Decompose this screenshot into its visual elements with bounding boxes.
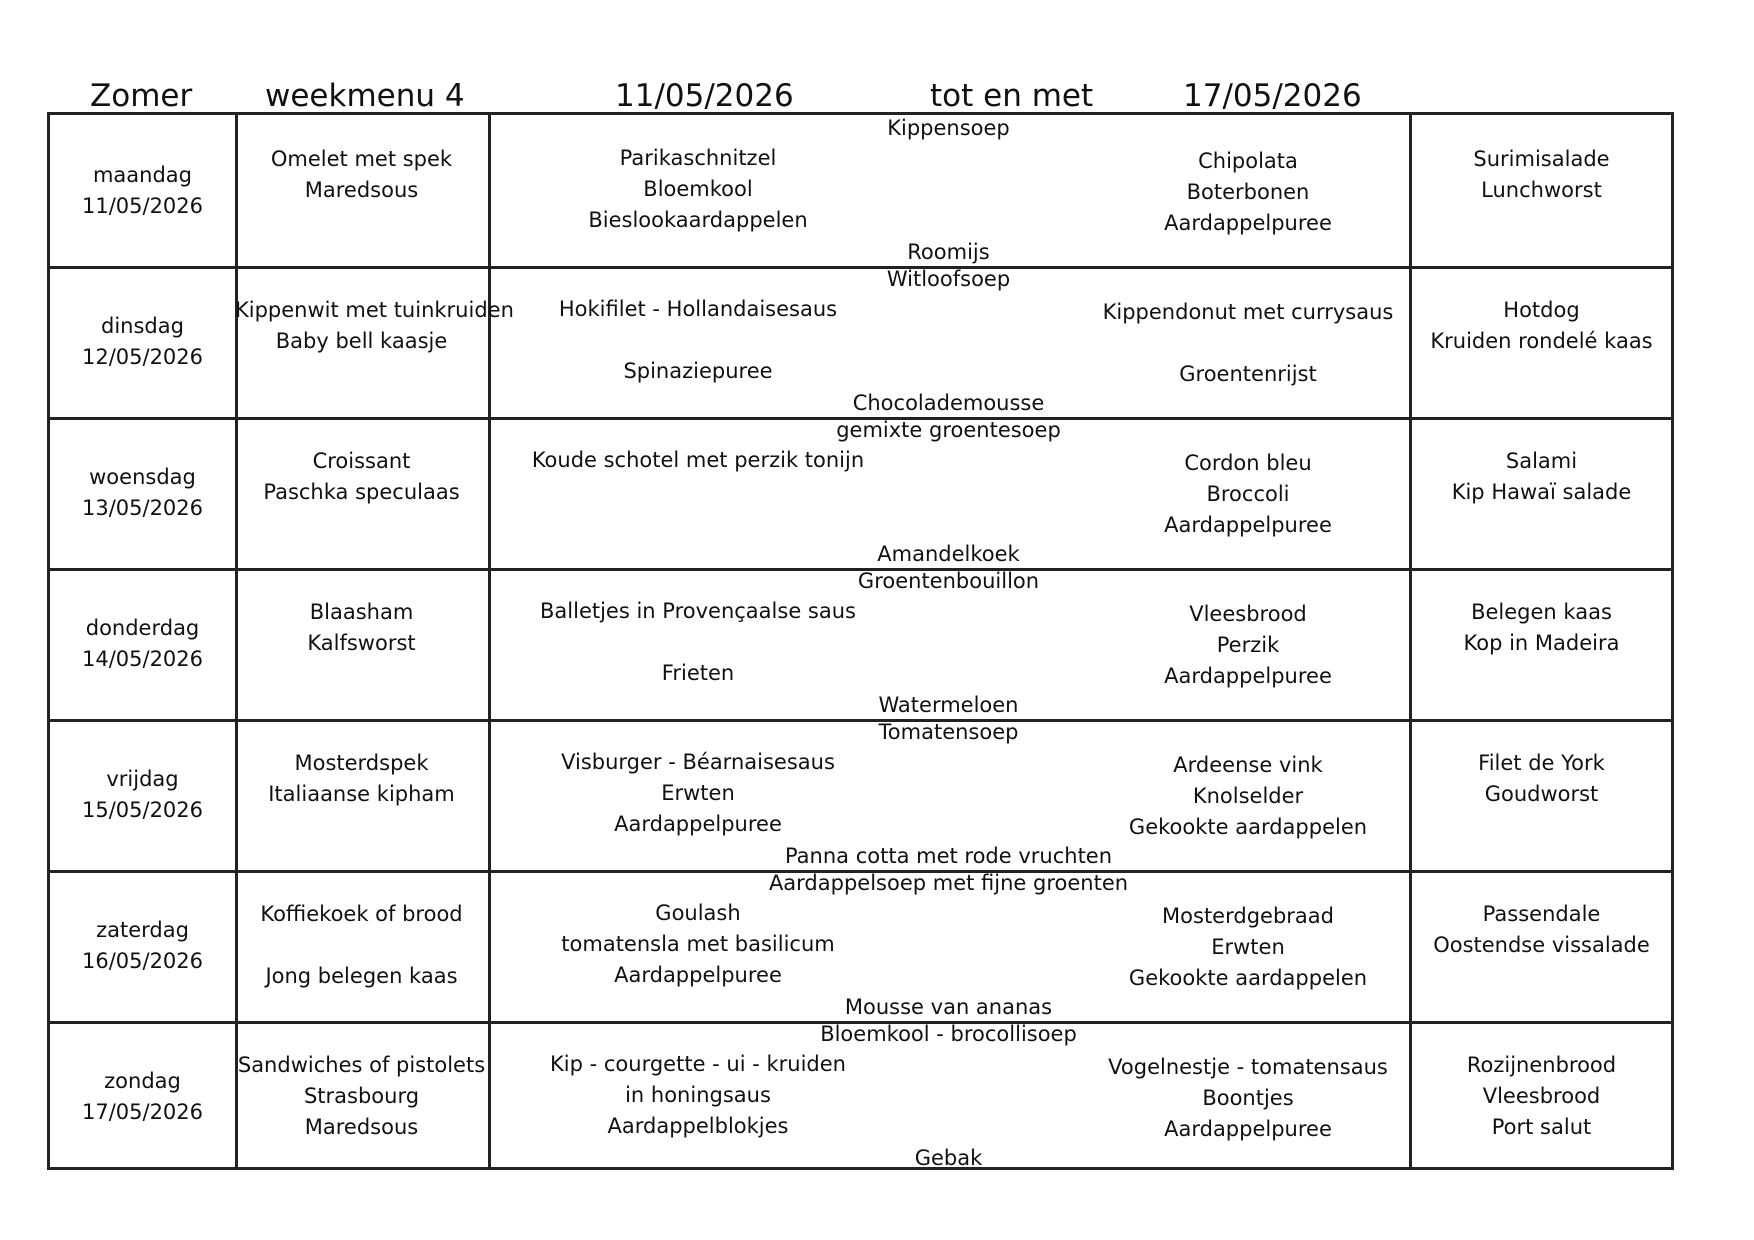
supper-cell <box>1409 417 1674 568</box>
breakfast-item: Italiaanse kipham <box>268 782 455 806</box>
dessert: Watermeloen <box>878 693 1019 717</box>
main-dish-a-item: Hokifilet - Hollandaisesaus <box>558 297 838 321</box>
main-dish-b-item: Vogelnestje - tomatensaus <box>1108 1055 1388 1079</box>
main-dish-a-item: Balletjes in Provençaalse saus <box>540 599 856 623</box>
soup: Witloofsoep <box>886 267 1011 291</box>
supper-item <box>1409 961 1674 992</box>
main-dish-a-item: Kip - courgette - ui - kruiden <box>550 1052 846 1076</box>
day-cell <box>50 870 235 1021</box>
dessert: Panna cotta met rode vruchten <box>784 844 1113 868</box>
breakfast-item: Paschka speculaas <box>263 480 460 504</box>
main-dish-a-item <box>488 476 908 507</box>
breakfast-item: Kippenwit met tuinkruiden <box>235 298 514 322</box>
day-row <box>50 568 1671 719</box>
main-dish-a-item: in honingsaus <box>625 1083 771 1107</box>
breakfast-item <box>235 810 488 841</box>
soup: Bloemkool - brocollisoep <box>820 1022 1077 1046</box>
main-dish-a-item: Koude schotel met perzik tonijn <box>531 448 865 472</box>
main-dish-b-item: Erwten <box>1211 935 1285 959</box>
supper-item: Passendale <box>1482 902 1601 926</box>
main-dish-b <box>1088 750 1408 843</box>
breakfast-item: Blaasham <box>309 600 414 624</box>
breakfast-cell <box>235 1021 488 1172</box>
main-dish-b <box>1088 146 1408 239</box>
breakfast-item: Baby bell kaasje <box>275 329 448 353</box>
main-dish-b <box>1088 901 1408 994</box>
day-cell <box>50 1021 235 1172</box>
lunch-cell <box>488 115 1409 266</box>
menu-season: Zomer <box>90 78 193 114</box>
main-dish-a-item: Erwten <box>661 781 735 805</box>
day-name: donderdag <box>85 615 200 640</box>
main-dish-b <box>1088 599 1408 692</box>
day-row <box>50 719 1671 870</box>
supper-item <box>1409 206 1674 237</box>
main-dish-b-item: Ardeense vink <box>1173 753 1323 777</box>
main-dish-a-item: Goulash <box>655 901 741 925</box>
main-dish-b-item: Broccoli <box>1206 482 1290 506</box>
supper-cell <box>1409 870 1674 1021</box>
supper-cell <box>1409 568 1674 719</box>
main-dish-b-item: Boterbonen <box>1186 180 1310 204</box>
supper-item: Vleesbrood <box>1482 1084 1601 1108</box>
lunch-cell <box>488 417 1409 568</box>
supper-item <box>1409 659 1674 690</box>
main-dish-b <box>1088 448 1408 541</box>
breakfast-cell <box>235 568 488 719</box>
supper-item: Lunchworst <box>1481 178 1602 202</box>
menu-date-range-separator: tot en met <box>930 78 1094 114</box>
dessert: Chocolademousse <box>852 391 1045 415</box>
day-date: 14/05/2026 <box>81 646 204 671</box>
soup: gemixte groentesoep <box>836 418 1061 442</box>
day-name: vrijdag <box>106 766 179 791</box>
main-dish-b <box>1088 1052 1408 1145</box>
lunch-cell <box>488 266 1409 417</box>
breakfast-item: Kalfsworst <box>307 631 416 655</box>
day-date: 17/05/2026 <box>81 1099 204 1124</box>
breakfast-item: Croissant <box>312 449 411 473</box>
supper-item: Filet de York <box>1478 751 1605 775</box>
main-dish-a-item: Aardappelpuree <box>614 812 782 836</box>
supper-item: Surimisalade <box>1473 147 1610 171</box>
menu-week: weekmenu 4 <box>265 78 465 114</box>
supper-item: Port salut <box>1491 1115 1592 1139</box>
main-dish-b-item: Mosterdgebraad <box>1162 904 1334 928</box>
supper-cell <box>1409 1021 1674 1172</box>
supper-cell <box>1409 266 1674 417</box>
breakfast-item: Maredsous <box>304 178 419 202</box>
lunch-cell <box>488 568 1409 719</box>
supper-item <box>1409 357 1674 388</box>
lunch-cell <box>488 1021 1409 1172</box>
main-dish-a <box>488 747 908 840</box>
day-cell <box>50 568 235 719</box>
supper-item: Salami <box>1505 449 1578 473</box>
main-dish-a <box>488 445 908 538</box>
soup: Tomatensoep <box>878 720 1019 744</box>
main-dish-a-item: tomatensla met basilicum <box>561 932 835 956</box>
main-dish-b-item: Groentenrijst <box>1179 362 1317 386</box>
day-row <box>50 1021 1671 1172</box>
main-dish-a-item: Aardappelblokjes <box>607 1114 789 1138</box>
breakfast-item <box>235 206 488 237</box>
day-cell <box>50 266 235 417</box>
menu-end-date: 17/05/2026 <box>1183 78 1362 114</box>
supper-item: Rozijnenbrood <box>1466 1053 1617 1077</box>
main-dish-b-item: Aardappelpuree <box>1164 513 1332 537</box>
main-dish-b-item: Perzik <box>1216 633 1280 657</box>
main-dish-b-item: Chipolata <box>1198 149 1298 173</box>
supper-cell <box>1409 115 1674 266</box>
main-dish-a <box>488 596 908 689</box>
supper-item: Goudworst <box>1484 782 1599 806</box>
day-name: zaterdag <box>96 917 189 942</box>
day-name: maandag <box>92 162 193 187</box>
breakfast-item <box>235 659 488 690</box>
main-dish-a-item: Frieten <box>661 661 735 685</box>
breakfast-item: Koffiekoek of brood <box>260 902 463 926</box>
day-name: dinsdag <box>101 313 184 338</box>
day-date: 11/05/2026 <box>81 193 204 218</box>
day-date: 13/05/2026 <box>81 495 204 520</box>
dessert: Roomijs <box>907 240 990 264</box>
soup: Aardappelsoep met fijne groenten <box>768 871 1129 895</box>
main-dish-a <box>488 294 908 387</box>
supper-item: Oostendse vissalade <box>1433 933 1650 957</box>
dessert: Amandelkoek <box>877 542 1020 566</box>
breakfast-item <box>235 508 488 539</box>
main-dish-b-item: Boontjes <box>1202 1086 1294 1110</box>
main-dish-a <box>488 898 908 991</box>
supper-item <box>1409 508 1674 539</box>
main-dish-a-item: Aardappelpuree <box>614 963 782 987</box>
day-cell <box>50 719 235 870</box>
main-dish-a-item <box>488 627 908 658</box>
main-dish-b-item: Kippendonut met currysaus <box>1102 300 1394 324</box>
main-dish-a <box>488 1049 908 1142</box>
weekmenu-table <box>47 112 1674 1170</box>
dessert: Mousse van ananas <box>844 995 1053 1019</box>
day-row <box>50 266 1671 417</box>
main-dish-b-item: Gekookte aardappelen <box>1128 815 1368 839</box>
day-date: 16/05/2026 <box>81 948 204 973</box>
supper-item: Kop in Madeira <box>1463 631 1620 655</box>
main-dish-a-item: Visburger - Béarnaisesaus <box>561 750 835 774</box>
breakfast-item: Mosterdspek <box>294 751 429 775</box>
main-dish-a-item: Parikaschnitzel <box>619 146 777 170</box>
supper-item <box>1409 810 1674 841</box>
main-dish-b-item <box>1088 328 1408 359</box>
day-row <box>50 870 1671 1021</box>
breakfast-cell <box>235 417 488 568</box>
main-dish-a-item <box>488 325 908 356</box>
main-dish-b-item: Aardappelpuree <box>1164 664 1332 688</box>
breakfast-cell <box>235 266 514 417</box>
day-date: 15/05/2026 <box>81 797 204 822</box>
day-name: woensdag <box>89 464 196 489</box>
breakfast-item: Maredsous <box>304 1115 419 1139</box>
supper-item: Belegen kaas <box>1471 600 1612 624</box>
dessert: Gebak <box>914 1146 983 1170</box>
menu-start-date: 11/05/2026 <box>615 78 794 114</box>
supper-cell <box>1409 719 1674 870</box>
breakfast-item <box>235 930 488 961</box>
breakfast-item <box>235 357 488 388</box>
supper-item: Kruiden rondelé kaas <box>1430 329 1653 353</box>
soup: Groentenbouillon <box>857 569 1040 593</box>
breakfast-item: Sandwiches of pistolets <box>237 1053 486 1077</box>
breakfast-item: Strasbourg <box>303 1084 420 1108</box>
main-dish-a-item: Bloemkool <box>643 177 753 201</box>
breakfast-item: Omelet met spek <box>270 147 453 171</box>
day-cell <box>50 417 235 568</box>
main-dish-b <box>1088 297 1408 390</box>
breakfast-cell <box>235 719 488 870</box>
main-dish-a-item: Spinaziepuree <box>623 359 773 383</box>
day-date: 12/05/2026 <box>81 344 204 369</box>
day-name: zondag <box>104 1068 181 1093</box>
main-dish-b-item: Aardappelpuree <box>1164 1117 1332 1141</box>
main-dish-a <box>488 143 908 236</box>
soup: Kippensoep <box>887 116 1010 140</box>
day-row <box>50 115 1671 266</box>
day-row <box>50 417 1671 568</box>
breakfast-cell <box>235 115 488 266</box>
main-dish-b-item: Gekookte aardappelen <box>1128 966 1368 990</box>
main-dish-b-item: Aardappelpuree <box>1164 211 1332 235</box>
lunch-cell <box>488 870 1409 1021</box>
main-dish-b-item: Vleesbrood <box>1189 602 1307 626</box>
main-dish-b-item: Knolselder <box>1192 784 1304 808</box>
lunch-cell <box>488 719 1409 870</box>
supper-item: Hotdog <box>1503 298 1580 322</box>
breakfast-cell <box>235 870 488 1021</box>
breakfast-item: Jong belegen kaas <box>265 964 458 988</box>
main-dish-a-item: Bieslookaardappelen <box>588 208 808 232</box>
main-dish-b-item: Cordon bleu <box>1184 451 1312 475</box>
day-cell <box>50 115 235 266</box>
supper-item: Kip Hawaï salade <box>1451 480 1632 504</box>
main-dish-a-item <box>488 507 908 538</box>
